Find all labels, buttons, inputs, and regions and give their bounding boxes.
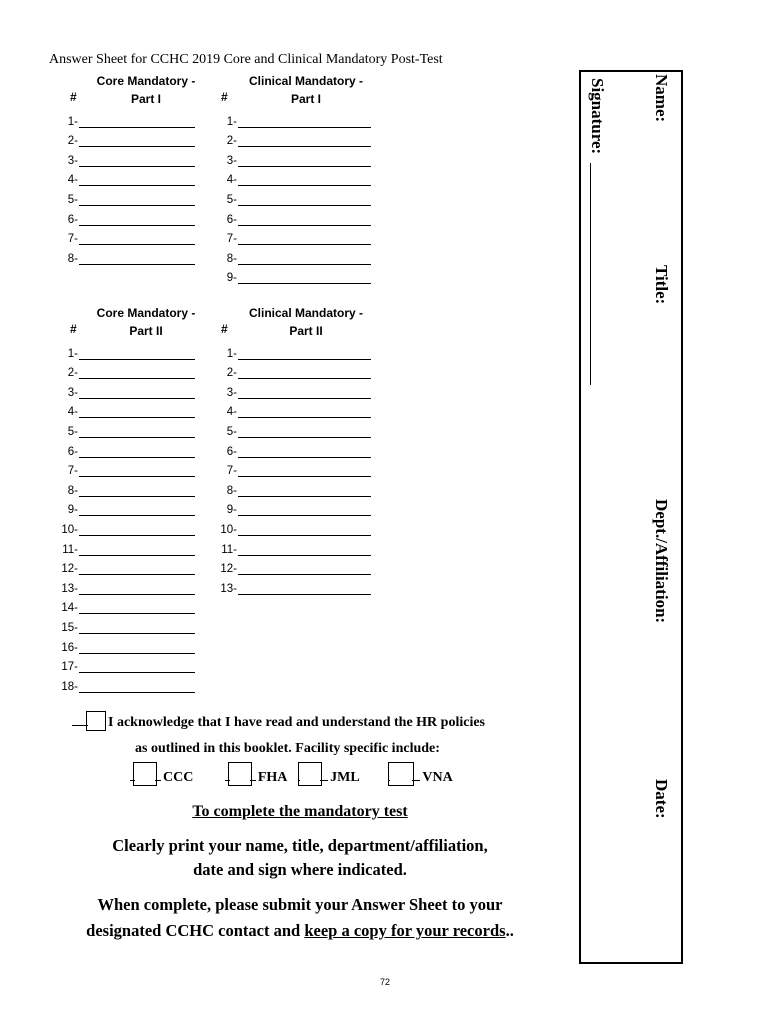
answer-blank[interactable] (238, 580, 371, 595)
answer-row (215, 477, 371, 497)
answer-number: 2- (226, 135, 237, 148)
answer-blank[interactable] (238, 423, 371, 438)
answer-blank[interactable] (238, 541, 371, 556)
answer-row (56, 147, 195, 167)
instructions-para1-line2: date and sign where indicated. (193, 860, 407, 879)
answer-blank[interactable] (238, 171, 371, 186)
facility-label-vna: VNA (422, 770, 453, 785)
answer-blank[interactable] (238, 152, 371, 167)
answer-blank[interactable] (79, 580, 195, 595)
answer-blank[interactable] (238, 132, 371, 147)
answer-blank[interactable] (238, 250, 371, 265)
answer-row (56, 438, 195, 458)
acknowledge-text-line2: as outlined in this booklet. Facility specific include: (135, 741, 440, 756)
answer-blank[interactable] (79, 599, 195, 614)
answer-row (56, 556, 195, 576)
answer-blank[interactable] (79, 113, 195, 128)
instructions-heading: To complete the mandatory test (192, 803, 408, 820)
answer-number: 8- (67, 484, 78, 497)
answer-row (215, 340, 371, 360)
answer-number: 13- (61, 582, 78, 595)
answer-number: 18- (61, 680, 78, 693)
answer-row (56, 477, 195, 497)
answer-blank[interactable] (238, 345, 371, 360)
answer-blank[interactable] (79, 541, 195, 556)
instructions-para1-line1: Clearly print your name, title, department/affiliation, (112, 836, 488, 855)
answer-number: 13- (220, 582, 237, 595)
instructions (0, 801, 600, 944)
answer-number: 3- (226, 386, 237, 399)
answer-blank[interactable] (238, 384, 371, 399)
answer-blank[interactable] (238, 521, 371, 536)
answer-row (56, 206, 195, 226)
answer-blank[interactable] (238, 482, 371, 497)
answer-row (56, 516, 195, 536)
answer-number: 12- (220, 563, 237, 576)
answer-row (56, 614, 195, 634)
answer-number: 6- (226, 445, 237, 458)
answer-blank[interactable] (238, 560, 371, 575)
answer-number: 7- (226, 233, 237, 246)
section-clinical-part-2 (215, 304, 380, 604)
answer-blank[interactable] (238, 211, 371, 226)
answer-blank[interactable] (79, 678, 195, 693)
facility-label-fha: FHA (257, 770, 287, 785)
answer-number: 8- (226, 252, 237, 265)
answer-number: 4- (67, 406, 78, 419)
answer-row (215, 418, 371, 438)
answer-row (215, 438, 371, 458)
answer-number: 2- (67, 135, 78, 148)
answer-number: 9- (67, 504, 78, 517)
number-column-header: # (70, 322, 77, 336)
answer-row (215, 556, 371, 576)
answer-blank[interactable] (79, 250, 195, 265)
answer-blank[interactable] (79, 619, 195, 634)
acknowledge-checkbox[interactable] (86, 711, 106, 731)
answer-blank[interactable] (79, 132, 195, 147)
answer-number: 3- (67, 154, 78, 167)
answer-blank[interactable] (238, 364, 371, 379)
answer-number: 7- (67, 233, 78, 246)
answer-number: 4- (226, 406, 237, 419)
answer-blank[interactable] (79, 384, 195, 399)
facility-option-ccc[interactable] (130, 770, 193, 785)
signature-line[interactable] (590, 163, 591, 385)
answer-row (56, 186, 195, 206)
answer-blank[interactable] (79, 521, 195, 536)
answer-row (215, 186, 371, 206)
answer-blank[interactable] (238, 230, 371, 245)
answer-number: 5- (67, 425, 78, 438)
answer-row (215, 128, 371, 148)
answer-row (215, 497, 371, 517)
answer-number: 6- (226, 213, 237, 226)
answer-row (56, 536, 195, 556)
facility-option-vna[interactable] (388, 770, 452, 785)
answer-row (215, 147, 371, 167)
dept-field-label[interactable]: Dept./Affiliation: (652, 499, 671, 624)
answer-row (215, 108, 371, 128)
section-core-part-2 (56, 304, 201, 704)
instructions-para2-line2: designated CCHC contact and keep a copy for your records.. (86, 921, 514, 940)
personal-info-box (579, 70, 683, 964)
answer-number: 14- (61, 602, 78, 615)
section-core-part-1 (56, 72, 201, 272)
answer-number: 5- (226, 425, 237, 438)
answer-blank[interactable] (79, 658, 195, 673)
answer-row (56, 497, 195, 517)
number-column-header: # (221, 322, 228, 336)
answer-blank[interactable] (79, 191, 195, 206)
facility-options (130, 762, 453, 786)
answer-blank[interactable] (79, 423, 195, 438)
answer-number: 2- (67, 367, 78, 380)
answer-row (56, 673, 195, 693)
title-field-label[interactable]: Title: (652, 265, 671, 305)
acknowledge-text-line1: I acknowledge that I have read and understand the HR policies (108, 715, 486, 730)
answer-row (215, 399, 371, 419)
number-column-header: # (70, 90, 77, 104)
facility-checkbox-vna[interactable] (388, 762, 414, 786)
answer-blank[interactable] (79, 230, 195, 245)
answer-row (56, 128, 195, 148)
section-heading: Core Mandatory - Part II (96, 306, 196, 338)
answer-blank[interactable] (79, 364, 195, 379)
number-column-header: # (221, 90, 228, 104)
answer-blank[interactable] (79, 482, 195, 497)
answer-number: 7- (67, 465, 78, 478)
section-heading: Clinical Mandatory - Part II (248, 306, 364, 338)
answer-number: 1- (226, 347, 237, 360)
answer-number: 4- (67, 174, 78, 187)
answer-number: 10- (61, 523, 78, 536)
answer-row (215, 360, 371, 380)
answer-blank[interactable] (238, 403, 371, 418)
facility-checkbox-ccc[interactable] (133, 762, 157, 786)
instructions-para2-line1: When complete, please submit your Answer Sheet to your (97, 895, 503, 914)
document-title: Answer Sheet for CCHC 2019 Core and Clinical Mandatory Post-Test (49, 52, 443, 67)
answer-row (56, 226, 195, 246)
answer-row (56, 379, 195, 399)
answer-number: 6- (67, 445, 78, 458)
answer-blank[interactable] (79, 639, 195, 654)
signature-field-label: Signature: (588, 78, 607, 155)
answer-blank[interactable] (79, 345, 195, 360)
answer-row (215, 167, 371, 187)
answer-number: 3- (67, 386, 78, 399)
facility-checkbox-fha[interactable] (228, 762, 252, 786)
keep-copy-emphasis: keep a copy for your records (304, 921, 506, 940)
answer-row (56, 360, 195, 380)
answer-row (56, 418, 195, 438)
answer-number: 7- (226, 465, 237, 478)
answer-row (215, 516, 371, 536)
answer-blank[interactable] (79, 403, 195, 418)
facility-label-ccc: CCC (163, 770, 194, 785)
answer-blank[interactable] (238, 191, 371, 206)
facility-checkbox-jml[interactable] (298, 762, 322, 786)
answer-blank[interactable] (79, 560, 195, 575)
answer-row (56, 245, 195, 265)
facility-option-jml[interactable] (298, 770, 359, 785)
answer-number: 15- (61, 621, 78, 634)
answer-number: 11- (221, 543, 237, 556)
answer-blank[interactable] (238, 269, 371, 284)
answer-number: 9- (226, 272, 237, 285)
answer-number: 1- (226, 115, 237, 128)
answer-blank[interactable] (79, 211, 195, 226)
answer-blank[interactable] (79, 171, 195, 186)
answer-row (56, 399, 195, 419)
answer-blank[interactable] (238, 501, 371, 516)
answer-number: 1- (67, 347, 78, 360)
answer-number: 1- (67, 115, 78, 128)
answer-blank[interactable] (238, 462, 371, 477)
answer-number: 5- (226, 193, 237, 206)
answer-row (215, 379, 371, 399)
answer-row (215, 536, 371, 556)
answer-blank[interactable] (79, 462, 195, 477)
answer-number: 8- (67, 252, 78, 265)
date-field-label[interactable]: Date: (652, 779, 671, 819)
answer-row (215, 206, 371, 226)
answer-row (215, 226, 371, 246)
answer-number: 16- (61, 641, 78, 654)
answer-row (56, 108, 195, 128)
answer-blank[interactable] (79, 152, 195, 167)
section-heading: Clinical Mandatory - Part I (248, 74, 364, 106)
answer-number: 4- (226, 174, 237, 187)
answer-number: 5- (67, 193, 78, 206)
answer-blank[interactable] (238, 113, 371, 128)
answer-blank[interactable] (79, 443, 195, 458)
answer-row (56, 654, 195, 674)
facility-label-jml: JML (330, 770, 359, 785)
answer-number: 3- (226, 154, 237, 167)
answer-row (215, 575, 371, 595)
answer-row (215, 458, 371, 478)
facility-option-fha[interactable] (225, 770, 287, 785)
answer-row (215, 245, 371, 265)
answer-row (56, 458, 195, 478)
answer-number: 10- (220, 523, 237, 536)
answer-number: 2- (226, 367, 237, 380)
answer-number: 6- (67, 213, 78, 226)
answer-number: 8- (226, 484, 237, 497)
answer-number: 11- (62, 543, 78, 556)
page-number: 72 (379, 977, 390, 987)
answer-row (215, 265, 371, 285)
answer-number: 12- (61, 563, 78, 576)
answer-row (56, 340, 195, 360)
answer-number: 9- (226, 504, 237, 517)
section-heading: Core Mandatory - Part I (96, 74, 196, 106)
answer-row (56, 634, 195, 654)
answer-blank[interactable] (79, 501, 195, 516)
section-clinical-part-1 (215, 72, 380, 292)
answer-row (56, 595, 195, 615)
answer-row (56, 575, 195, 595)
answer-row (56, 167, 195, 187)
name-field-label[interactable]: Name: (652, 74, 671, 123)
answer-number: 17- (61, 661, 78, 674)
answer-blank[interactable] (238, 443, 371, 458)
